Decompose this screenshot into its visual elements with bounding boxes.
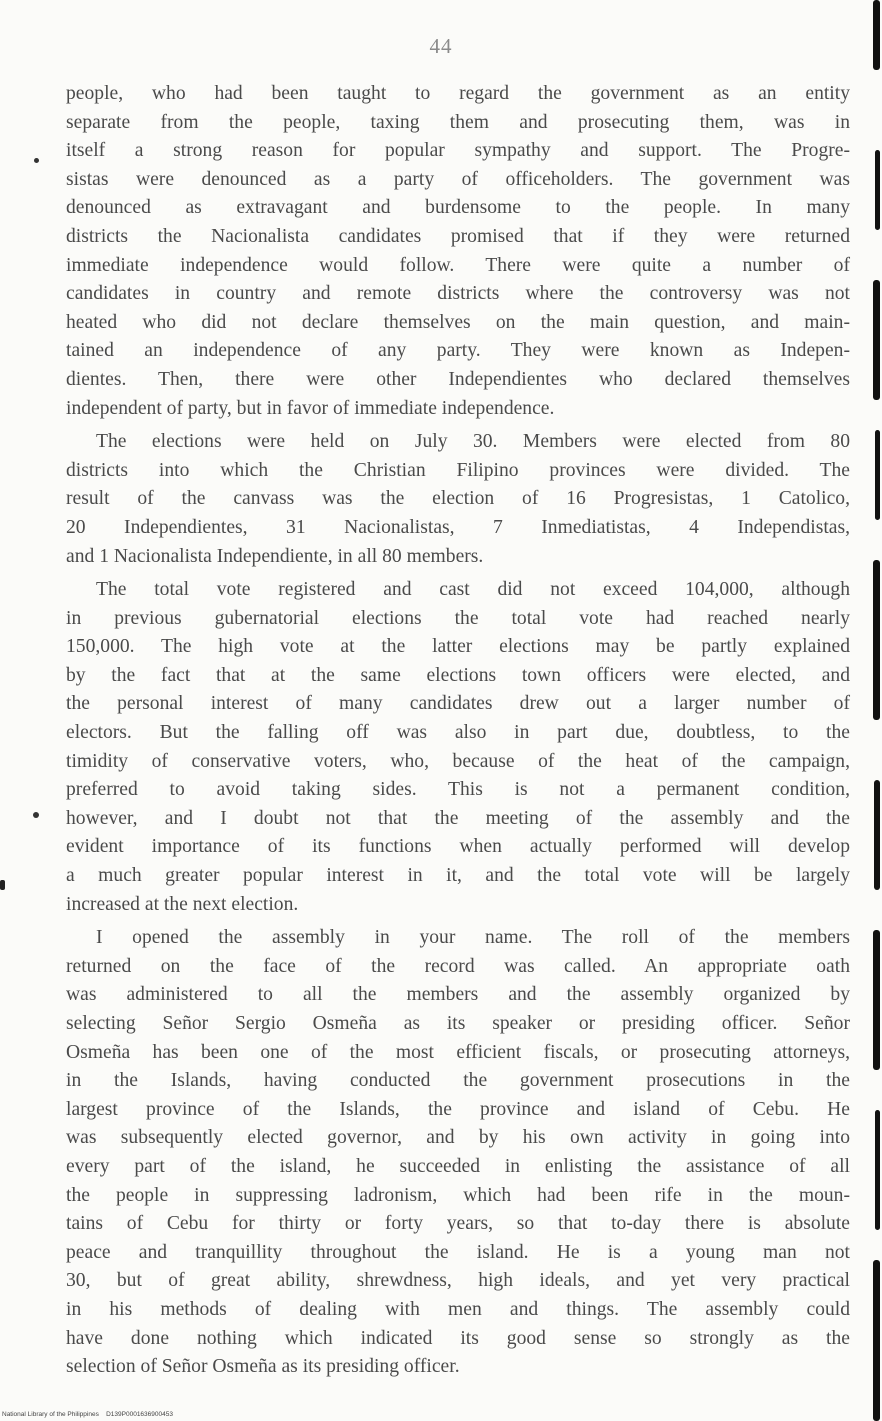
- scan-edge-mark: [0, 880, 5, 890]
- text-line: increased at the next election.: [66, 893, 299, 915]
- paragraph: [66, 576, 850, 919]
- text-line: selecting Señor Sergio Osmeña as its speaker or presiding officer. Señor: [66, 1013, 850, 1034]
- text-line: independent of party, but in favor of immediate independence.: [66, 397, 555, 419]
- text-line: sistas were denounced as a party of officeholders. The government was: [66, 168, 850, 190]
- text-line: have done nothing which indicated its good sense so strongly as the: [66, 1327, 850, 1349]
- text-line: itself a strong reason for popular sympathy and support. The Progre-: [66, 140, 850, 162]
- text-line: people, who had been taught to regard the government as an entity: [66, 83, 850, 104]
- text-line: evident importance of its functions when actually performed will develop: [66, 836, 850, 858]
- text-line: timidity of conservative voters, who, because of the heat of the campaign,: [66, 750, 850, 772]
- text-line: The elections were held on July 30. Members were elected from 80: [96, 431, 850, 453]
- text-line: by the fact that at the same elections town officers were elected, and: [66, 664, 850, 686]
- text-line: I opened the assembly in your name. The roll of the members: [96, 927, 850, 949]
- text-line: Osmeña has been one of the most efficient fiscals, or prosecuting attorneys,: [66, 1041, 850, 1063]
- text-line: result of the canvass was the election of 16 Progresistas, 1 Catolico,: [66, 488, 850, 510]
- footer-library: National Library of the Philippines: [2, 1411, 99, 1418]
- text-line: selection of Señor Osmeña as its presiding officer.: [66, 1356, 460, 1378]
- paragraph: [66, 428, 850, 571]
- text-line: the personal interest of many candidates drew out a larger number of: [66, 693, 850, 715]
- text-line: candidates in country and remote districts where the controversy was not: [66, 283, 850, 305]
- text-line: denounced as extravagant and burdensome to the people. In many: [66, 197, 850, 219]
- text-line: in previous gubernatorial elections the total vote had reached nearly: [66, 607, 850, 629]
- scan-speck: [33, 812, 39, 818]
- paragraph: [66, 80, 850, 423]
- text-line: returned on the face of the record was called. An appropriate oath: [66, 955, 850, 977]
- text-line: separate from the people, taxing them and prosecuting them, was in: [66, 111, 850, 133]
- text-line: dientes. Then, there were other Independientes who declared themselves: [66, 368, 850, 390]
- footer-id: D139P0001636900453: [106, 1411, 173, 1418]
- text-line: and 1 Nacionalista Independiente, in all 80 members.: [66, 545, 484, 567]
- text-line: immediate independence would follow. There were quite a number of: [66, 254, 850, 276]
- text-line: 30, but of great ability, shrewdness, high ideals, and yet very practical: [66, 1270, 850, 1292]
- text-line: districts the Nacionalista candidates promised that if they were returned: [66, 225, 850, 247]
- body-text: [66, 80, 850, 1382]
- text-line: heated who did not declare themselves on the main question, and main-: [66, 311, 850, 333]
- text-line: preferred to avoid taking sides. This is not a permanent condition,: [66, 779, 850, 801]
- text-line: 150,000. The high vote at the latter elections may be partly explained: [66, 636, 850, 658]
- page-number: 44: [429, 34, 453, 58]
- text-line: was administered to all the members and the assembly organized by: [66, 984, 850, 1006]
- text-line: every part of the island, he succeeded in enlisting the assistance of all: [66, 1155, 850, 1177]
- paragraph: [66, 924, 850, 1382]
- text-line: 20 Independientes, 31 Nacionalistas, 7 Inmediatistas, 4 Independistas,: [66, 516, 850, 538]
- text-line: largest province of the Islands, the province and island of Cebu. He: [66, 1098, 850, 1120]
- text-line: in the Islands, having conducted the government prosecutions in the: [66, 1070, 850, 1092]
- text-line: peace and tranquillity throughout the island. He is a young man not: [66, 1241, 850, 1263]
- text-line: in his methods of dealing with men and things. The assembly could: [66, 1298, 850, 1320]
- text-line: tains of Cebu for thirty or forty years, so that to-day there is absolute: [66, 1213, 850, 1235]
- text-line: The total vote registered and cast did not exceed 104,000, although: [96, 579, 850, 601]
- text-line: however, and I doubt not that the meeting of the assembly and the: [66, 807, 850, 829]
- text-line: districts into which the Christian Filipino provinces were divided. The: [66, 459, 850, 481]
- scan-speck: [34, 158, 39, 163]
- scan-binding-edge: [870, 0, 882, 1421]
- text-line: tained an independence of any party. They were known as Indepen-: [66, 340, 850, 362]
- text-line: a much greater popular interest in it, and the total vote will be largely: [66, 865, 850, 887]
- text-line: the people in suppressing ladronism, which had been rife in the moun-: [66, 1184, 850, 1206]
- text-line: electors. But the falling off was also in part due, doubtless, to the: [66, 722, 850, 744]
- text-line: was subsequently elected governor, and by his own activity in going into: [66, 1127, 850, 1149]
- footer-source: [2, 1411, 173, 1418]
